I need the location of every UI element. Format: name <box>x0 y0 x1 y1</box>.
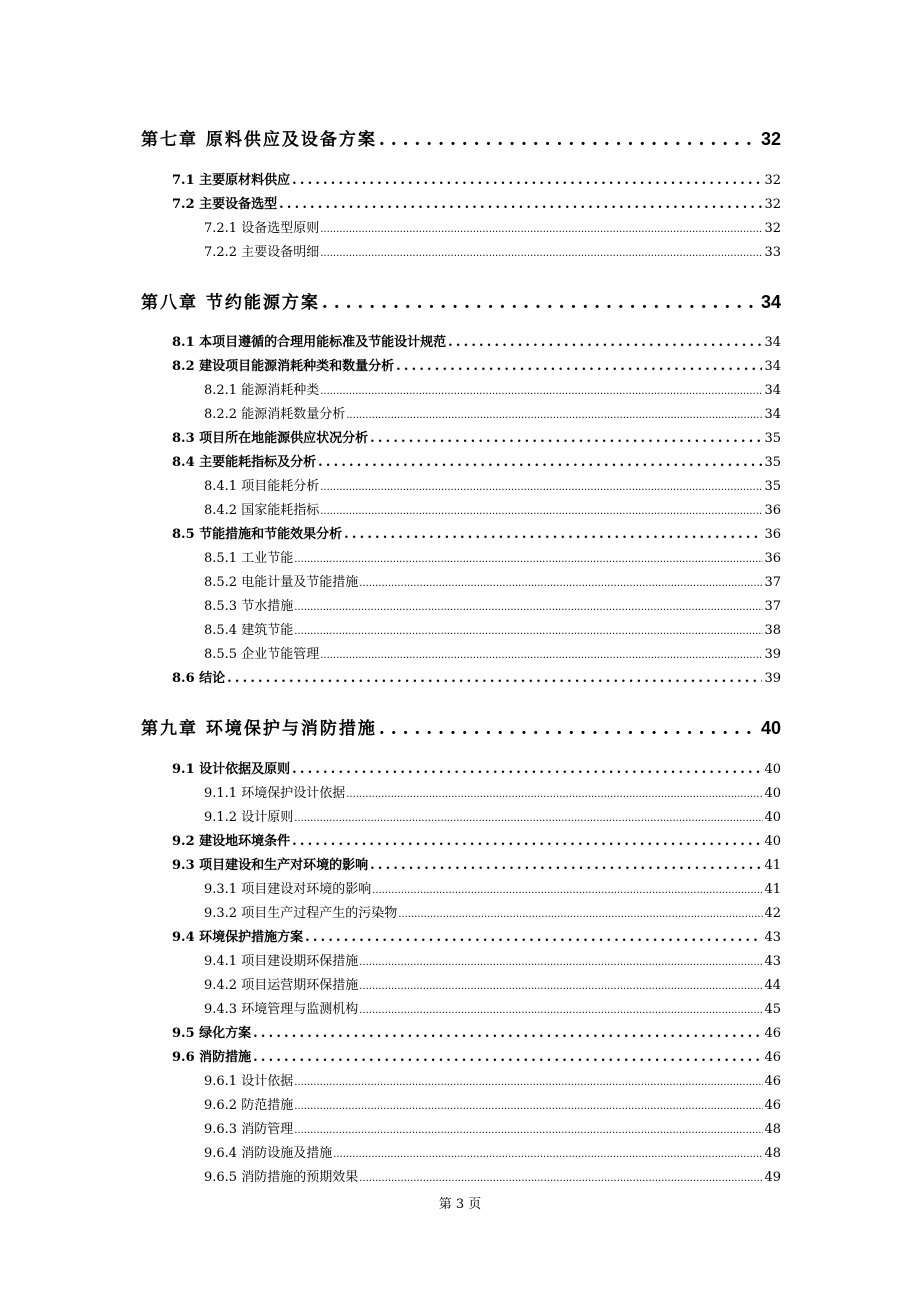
dot-leader <box>227 671 762 686</box>
toc-subsection-9-1-1[interactable] <box>204 782 781 804</box>
toc-subsection-8-2-2[interactable] <box>204 403 781 425</box>
toc-entry-page: 35 <box>764 455 781 470</box>
dot-leader <box>448 335 762 350</box>
dot-leader <box>320 221 763 236</box>
toc-entry-page: 46 <box>764 1026 781 1041</box>
toc-subsection-9-6-4[interactable] <box>204 1142 781 1164</box>
toc-entry-page: 38 <box>764 623 781 638</box>
dot-leader <box>294 551 763 566</box>
toc-entry-title: 8.5 节能措施和节能效果分析 <box>172 527 343 542</box>
toc-section-8-4[interactable] <box>172 451 781 473</box>
dot-leader <box>379 130 759 150</box>
toc-entry-title: 8.5.2 电能计量及节能措施 <box>204 575 359 590</box>
toc-entry-title: 9.4 环境保护措施方案 <box>172 930 304 945</box>
toc-entry-title: 8.4.2 国家能耗指标 <box>204 503 320 518</box>
toc-entry-title: 8.2 建设项目能源消耗种类和数量分析 <box>172 359 395 374</box>
toc-entry-page: 32 <box>764 197 781 212</box>
toc-entry-page: 45 <box>764 1002 781 1017</box>
toc-subsection-9-6-3[interactable] <box>204 1118 781 1140</box>
toc-subsection-9-3-2[interactable] <box>204 902 781 924</box>
toc-entry-page: 40 <box>764 810 781 825</box>
dot-leader <box>359 575 763 590</box>
toc-entry-page: 35 <box>764 431 781 446</box>
toc-chapter-9[interactable] <box>141 714 781 740</box>
dot-leader <box>318 455 762 470</box>
toc-subsection-9-1-2[interactable] <box>204 806 781 828</box>
toc-entry-page: 40 <box>764 786 781 801</box>
toc-entry-page: 39 <box>764 647 781 662</box>
dot-leader <box>359 978 763 993</box>
toc-entry-page: 40 <box>760 718 781 738</box>
toc-entry-title: 第八章 节约能源方案 <box>141 293 320 313</box>
dot-leader <box>294 1122 763 1137</box>
dot-leader <box>279 197 762 212</box>
toc-entry-title: 9.1 设计依据及原则 <box>172 762 291 777</box>
toc-subsection-9-4-3[interactable] <box>204 998 781 1020</box>
toc-entry-page: 41 <box>764 882 781 897</box>
dot-leader <box>372 882 763 897</box>
toc-subsection-9-6-5[interactable] <box>204 1166 781 1188</box>
toc-section-9-2[interactable] <box>172 830 781 852</box>
toc-entry-page: 33 <box>764 245 781 260</box>
toc-entry-page: 43 <box>764 954 781 969</box>
dot-leader <box>370 858 762 873</box>
toc-entry-title: 第七章 原料供应及设备方案 <box>141 130 377 150</box>
toc-entry-title: 9.3.2 项目生产过程产生的污染物 <box>204 906 398 921</box>
dot-leader <box>320 245 763 260</box>
toc-entry-page: 34 <box>764 383 781 398</box>
dot-leader <box>398 906 763 921</box>
toc-subsection-8-5-4[interactable] <box>204 619 781 641</box>
toc-entry-page: 34 <box>764 359 781 374</box>
dot-leader <box>294 599 763 614</box>
toc-entry-title: 9.3 项目建设和生产对环境的影响 <box>172 858 369 873</box>
toc-entry-title: 9.6.1 设计依据 <box>204 1074 294 1089</box>
toc-section-7-2[interactable] <box>172 193 781 215</box>
toc-subsection-8-5-1[interactable] <box>204 547 781 569</box>
dot-leader <box>320 647 763 662</box>
toc-entry-title: 7.2 主要设备选型 <box>172 197 278 212</box>
toc-entry-title: 7.1 主要原材料供应 <box>172 173 291 188</box>
toc-entry-title: 9.6.4 消防设施及措施 <box>204 1146 333 1161</box>
dot-leader <box>359 1002 763 1017</box>
toc-entry-title: 9.6 消防措施 <box>172 1050 252 1065</box>
toc-entry-page: 35 <box>764 479 781 494</box>
dot-leader <box>253 1026 762 1041</box>
toc-section-8-5[interactable] <box>172 523 781 545</box>
toc-section-9-1[interactable] <box>172 758 781 780</box>
toc-subsection-8-2-1[interactable] <box>204 379 781 401</box>
toc-entry-title: 9.4.1 项目建设期环保措施 <box>204 954 359 969</box>
toc-entry-title: 8.3 项目所在地能源供应状况分析 <box>172 431 369 446</box>
toc-entry-page: 39 <box>764 671 781 686</box>
dot-leader <box>346 786 763 801</box>
toc-entry-page: 48 <box>764 1146 781 1161</box>
toc-entry-page: 40 <box>764 762 781 777</box>
toc-subsection-8-5-5[interactable] <box>204 643 781 665</box>
toc-entry-title: 9.6.5 消防措施的预期效果 <box>204 1170 359 1185</box>
toc-subsection-8-4-2[interactable] <box>204 499 781 521</box>
toc-entry-title: 第九章 环境保护与消防措施 <box>141 719 377 739</box>
toc-entry-title: 9.2 建设地环境条件 <box>172 834 291 849</box>
toc-entry-page: 46 <box>764 1050 781 1065</box>
toc-entry-page: 36 <box>764 503 781 518</box>
toc-entry-page: 34 <box>764 335 781 350</box>
toc-entry-title: 9.6.2 防范措施 <box>204 1098 294 1113</box>
toc-section-8-2[interactable] <box>172 355 781 377</box>
dot-leader <box>294 623 763 638</box>
toc-entry-page: 46 <box>764 1074 781 1089</box>
toc-section-8-3[interactable] <box>172 427 781 449</box>
dot-leader <box>294 1098 763 1113</box>
dot-leader <box>294 810 763 825</box>
toc-entry-page: 42 <box>764 906 781 921</box>
toc-subsection-8-5-2[interactable] <box>204 571 781 593</box>
toc-subsection-9-3-1[interactable] <box>204 878 781 900</box>
toc-entry-page: 43 <box>764 930 781 945</box>
dot-leader <box>253 1050 762 1065</box>
toc-entry-title: 9.5 绿化方案 <box>172 1026 252 1041</box>
toc-entry-title: 8.5.5 企业节能管理 <box>204 647 320 662</box>
toc-entry-title: 8.2.2 能源消耗数量分析 <box>204 407 346 422</box>
toc-section-8-1[interactable] <box>172 331 781 353</box>
dot-leader <box>379 719 759 739</box>
toc-entry-page: 37 <box>764 599 781 614</box>
toc-entry-page: 37 <box>764 575 781 590</box>
toc-section-9-5[interactable] <box>172 1022 781 1044</box>
toc-subsection-9-6-2[interactable] <box>204 1094 781 1116</box>
dot-leader <box>320 503 763 518</box>
toc-entry-page: 34 <box>760 292 781 312</box>
toc-entry-title: 8.4.1 项目能耗分析 <box>204 479 320 494</box>
dot-leader <box>359 1170 763 1185</box>
toc-entry-title: 9.4.3 环境管理与监测机构 <box>204 1002 359 1017</box>
toc-entry-title: 8.4 主要能耗指标及分析 <box>172 455 317 470</box>
dot-leader <box>333 1146 763 1161</box>
toc-subsection-8-5-3[interactable] <box>204 595 781 617</box>
toc-entry-page: 32 <box>764 173 781 188</box>
dot-leader <box>396 359 762 374</box>
dot-leader <box>370 431 762 446</box>
toc-entry-title: 7.2.1 设备选型原则 <box>204 221 320 236</box>
toc-subsection-7-2-1[interactable] <box>204 217 781 239</box>
toc-chapter-8[interactable] <box>141 288 781 314</box>
toc-section-8-6[interactable] <box>172 667 781 689</box>
toc-entry-title: 7.2.2 主要设备明细 <box>204 245 320 260</box>
toc-entry-page: 40 <box>764 834 781 849</box>
dot-leader <box>344 527 762 542</box>
toc-entry-page: 41 <box>764 858 781 873</box>
toc-entry-page: 34 <box>764 407 781 422</box>
toc-entry-title: 8.5.1 工业节能 <box>204 551 294 566</box>
toc-section-9-6[interactable] <box>172 1046 781 1068</box>
toc-section-9-4[interactable] <box>172 926 781 948</box>
dot-leader <box>320 479 763 494</box>
toc-entry-title: 9.1.2 设计原则 <box>204 810 294 825</box>
toc-entry-page: 49 <box>764 1170 781 1185</box>
toc-subsection-9-6-1[interactable] <box>204 1070 781 1092</box>
toc-entry-page: 48 <box>764 1122 781 1137</box>
dot-leader <box>292 762 762 777</box>
toc-entry-title: 8.5.4 建筑节能 <box>204 623 294 638</box>
toc-entry-page: 36 <box>764 551 781 566</box>
dot-leader <box>322 293 759 313</box>
toc-entry-title: 9.6.3 消防管理 <box>204 1122 294 1137</box>
toc-chapter-7[interactable] <box>141 125 781 151</box>
toc-entry-page: 32 <box>760 129 781 149</box>
toc-entry-page: 32 <box>764 221 781 236</box>
toc-entry-page: 36 <box>764 527 781 542</box>
toc-subsection-7-2-2[interactable] <box>204 241 781 263</box>
dot-leader <box>305 930 762 945</box>
toc-section-7-1[interactable] <box>172 169 781 191</box>
toc-entry-title: 9.3.1 项目建设对环境的影响 <box>204 882 372 897</box>
toc-section-9-3[interactable] <box>172 854 781 876</box>
dot-leader <box>346 407 763 422</box>
toc-entry-title: 8.6 结论 <box>172 671 226 686</box>
dot-leader <box>320 383 763 398</box>
dot-leader <box>292 834 762 849</box>
toc-entry-title: 8.1 本项目遵循的合理用能标准及节能设计规范 <box>172 335 447 350</box>
toc-entry-page: 44 <box>764 978 781 993</box>
toc-subsection-8-4-1[interactable] <box>204 475 781 497</box>
toc-subsection-9-4-2[interactable] <box>204 974 781 996</box>
page-number-footer: 第 3 页 <box>438 1197 482 1212</box>
dot-leader <box>359 954 763 969</box>
toc-subsection-9-4-1[interactable] <box>204 950 781 972</box>
toc-entry-title: 9.4.2 项目运营期环保措施 <box>204 978 359 993</box>
toc-entry-title: 8.5.3 节水措施 <box>204 599 294 614</box>
toc-entry-title: 8.2.1 能源消耗种类 <box>204 383 320 398</box>
dot-leader <box>292 173 762 188</box>
toc-entry-page: 46 <box>764 1098 781 1113</box>
toc-entry-title: 9.1.1 环境保护设计依据 <box>204 786 346 801</box>
dot-leader <box>294 1074 763 1089</box>
